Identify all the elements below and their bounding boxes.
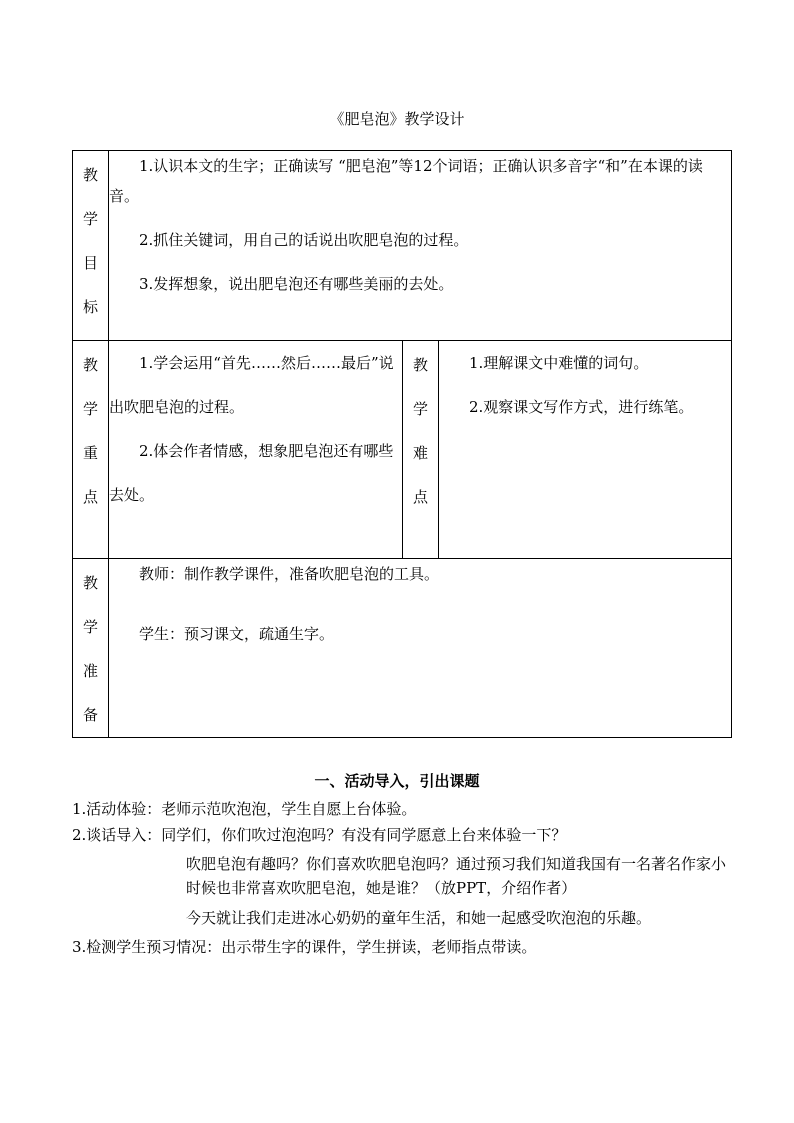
preparation-item: 教师：制作教学课件，准备吹肥皂泡的工具。 — [139, 565, 440, 583]
goals-label — [73, 151, 109, 341]
preparation-content — [109, 559, 732, 738]
key-points-content — [109, 341, 403, 559]
prep-label-char: 准 — [82, 662, 98, 680]
key-point-item: 1.学会运用“首先……然后……最后”说出吹肥皂泡的过程。 — [109, 354, 394, 416]
step-2-detail-2: 今天就让我们走进冰心奶奶的童年生活，和她一起感受吹泡泡的乐趣。 — [186, 909, 652, 927]
goal-item: 2.抓住关键词，用自己的话说出吹肥皂泡的过程。 — [139, 231, 469, 249]
goals-label-char: 教 — [82, 166, 98, 184]
section-steps — [72, 796, 732, 960]
prep-label-char: 备 — [82, 706, 98, 724]
difficulties-label — [403, 341, 439, 559]
goals-label-char: 目 — [82, 254, 98, 272]
key-label-char: 学 — [82, 400, 98, 418]
step-2-detail-1: 吹肥皂泡有趣吗？你们喜欢吹肥皂泡吗？通过预习我们知道我国有一名著名作家小时候也非常喜欢吹肥皂泡，她是谁？（放PPT，介绍作者） — [186, 855, 727, 897]
difficulty-label-char: 难 — [412, 444, 428, 462]
difficulty-label-char: 教 — [412, 356, 428, 374]
difficulties-content — [439, 341, 732, 559]
step-3: 3.检测学生预习情况：出示带生字的课件，学生拼读，老师指点带读。 — [72, 938, 537, 956]
key-label-char: 点 — [82, 488, 98, 506]
step-2: 2.谈话导入：同学们，你们吹过泡泡吗？有没有同学愿意上台来体验一下？ — [72, 826, 567, 844]
document-title: 《肥皂泡》教学设计 — [329, 110, 465, 128]
key-points-label — [73, 341, 109, 559]
goals-label-char: 标 — [82, 298, 98, 316]
preparation-item: 学生：预习课文，疏通生字。 — [139, 625, 335, 643]
goal-item: 3.发挥想象，说出肥皂泡还有哪些美丽的去处。 — [139, 275, 454, 293]
goals-content — [109, 151, 732, 341]
goals-row — [73, 151, 732, 341]
step-1: 1.活动体验：老师示范吹泡泡，学生自愿上台体验。 — [72, 800, 417, 818]
difficulty-label-char: 点 — [412, 488, 428, 506]
goal-item: 1.认识本文的生字；正确读写 “肥皂泡”等12个词语；正确认识多音字“和”在本课的读音。 — [109, 157, 703, 205]
difficulty-item: 1.理解课文中难懂的词句。 — [469, 354, 649, 372]
key-point-item: 2.体会作者情感，想象肥皂泡还有哪些去处。 — [109, 442, 394, 504]
difficulty-label-char: 学 — [412, 400, 428, 418]
section-title: 一、活动导入，引出课题 — [314, 772, 480, 790]
preparation-label — [73, 559, 109, 738]
lesson-plan-table — [72, 150, 732, 738]
key-label-char: 教 — [82, 356, 98, 374]
prep-label-char: 教 — [82, 574, 98, 592]
key-difficulty-row — [73, 341, 732, 559]
difficulty-item: 2.观察课文写作方式，进行练笔。 — [469, 398, 694, 416]
key-label-char: 重 — [82, 444, 98, 462]
preparation-row — [73, 559, 732, 738]
prep-label-char: 学 — [82, 618, 98, 636]
goals-label-char: 学 — [82, 210, 98, 228]
